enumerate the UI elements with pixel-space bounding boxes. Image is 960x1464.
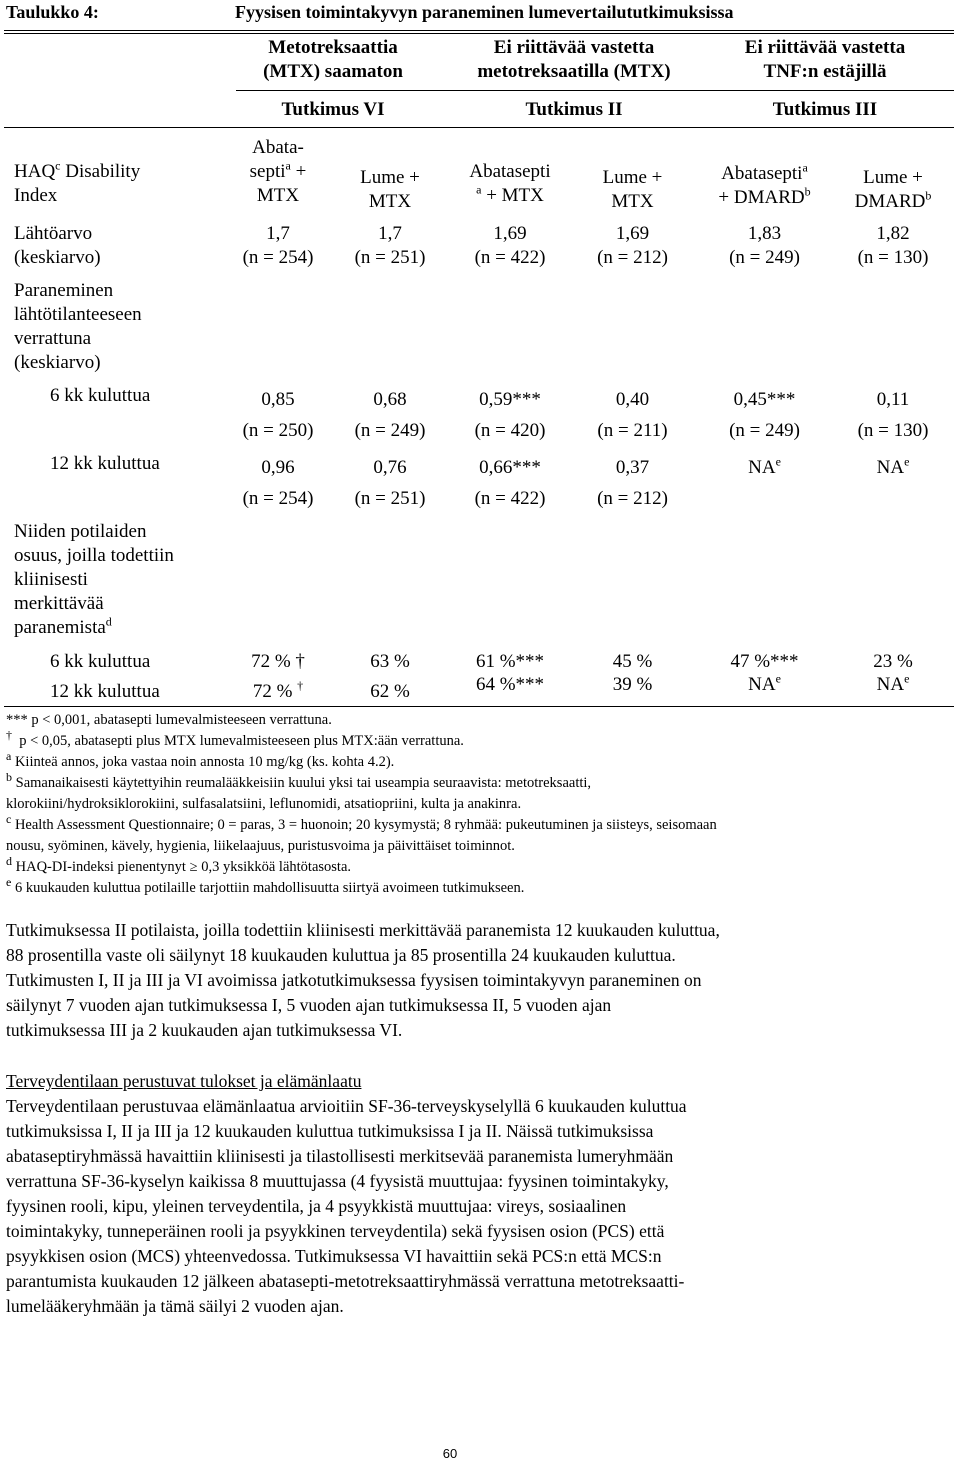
table-cell: 23 % xyxy=(873,651,913,672)
table-cell: 62 % xyxy=(370,681,410,702)
group-header-1: Metotreksaattia (MTX) saamaton xyxy=(263,37,403,82)
table-cell: 1,7 (n = 251) xyxy=(354,223,426,268)
baseline-label: Lähtöarvo (keskiarvo) xyxy=(14,223,101,268)
table-cell: 47 %*** xyxy=(730,651,799,672)
study-label-ii: Tutkimus II xyxy=(525,99,623,120)
table-cell: 72 % † xyxy=(252,678,304,702)
table-cell: $NA^e$ xyxy=(876,671,910,695)
divider xyxy=(4,30,954,31)
table-cell: 0,11 (n = 130) xyxy=(857,389,929,441)
col-placebo-dmard-iii: Lume + $DMARD^b$ xyxy=(854,167,932,212)
table-cell: 0,59*** (n = 420) xyxy=(474,389,546,441)
table-cell: 0,85 (n = 250) xyxy=(242,389,314,441)
clin-row-label-6m: 6 kk kuluttua xyxy=(50,651,151,672)
col-placebo-mtx-ii: Lume + MTX xyxy=(602,167,663,212)
table-cell: 0,66*** (n = 422) xyxy=(474,457,546,509)
table-title: Fyysisen toimintakyvyn paraneminen lumevertailututkimuksissa xyxy=(235,2,734,22)
table-cell: 64 %*** xyxy=(475,674,545,695)
col-abatacept-mtx-ii: Abatasepti $^a$ + MTX xyxy=(469,161,551,206)
col-abatacept-dmard-iii: Abatasepti$^a$ + $DMARD^b$ xyxy=(718,160,811,208)
table-cell: 39 % xyxy=(612,674,653,695)
divider xyxy=(4,33,954,34)
study-label-iii: Tutkimus III xyxy=(772,99,878,120)
page-number: 60 xyxy=(442,1446,458,1461)
table-cell: 0,76 (n = 251) xyxy=(354,457,426,509)
table-cell: 1,69 (n = 212) xyxy=(597,223,668,268)
col-abatacept-mtx-vi: Abata- septi$^a$ + MTX xyxy=(249,137,307,206)
table-cell: 63 % xyxy=(370,651,410,672)
table-cell: 0,40 (n = 211) xyxy=(597,389,668,441)
clinical-improvement-label: Niiden potilaiden osuus, joilla todettiin kliinisesti merkittävää paranemista$^d$ xyxy=(14,521,174,638)
table-cell: 0,96 (n = 254) xyxy=(242,457,314,509)
divider xyxy=(236,90,954,91)
table-cell: 1,83 (n = 249) xyxy=(729,223,800,268)
footnotes: *** p < 0,001, abatasepti lumevalmisteeseen verrattuna. † p < 0,05, abatasepti plus MTX lumevalmisteeseen plus MTX:ään verrattuna. $^a$ Kiinteä annos, joka vastaa noin annosta 10 mg/kg (ks. kohta 4.2). $^b$ Samanaikaisesti käytettyihin reumalääkkeisiin kuului yksi tai useampia seuraavista: metotreksaatti, klorokiini/hydroksiklorokiini, sulfasalatsiini, leflunomidi, atsatiopriini, kulta ja anakinra. $^c$ Health Assessment Questionnaire; 0 = paras, 3 = huonoin; 20 kysymystä; 8 ryhmää: pukeutuminen ja siisteys, seisomaan nousu, syöminen, kävely, hygienia, liikelaajuus, puristusvoima ja päivittäiset toiminnot. $^d$ HAQ-DI-indeksi pienentynyt ≥ 0,3 yksikköä lähtötasosta. $^e$ 6 kuukauden kuluttua potilaille tarjottiin mahdollisuutta siirtyä avoimeen tutkimukseen. xyxy=(6,712,717,896)
clin-row-label-12m: 12 kk kuluttua xyxy=(50,681,160,702)
divider xyxy=(4,706,954,707)
table-cell: $NA^e$ xyxy=(748,671,781,695)
table-cell: 72 % † xyxy=(251,651,305,672)
improvement-label: Paraneminen lähtötilanteeseen verrattuna (keskiarvo) xyxy=(14,280,142,373)
table-cell: 0,45*** (n = 249) xyxy=(729,389,800,441)
table-cell: 1,69 (n = 422) xyxy=(474,223,546,268)
table-label: Taulukko 4: xyxy=(6,2,99,22)
haq-header: HAQ$^c$ Disability Index xyxy=(14,158,141,206)
col-placebo-mtx-vi: Lume + MTX xyxy=(360,167,420,212)
row-label-12m: 12 kk kuluttua xyxy=(50,453,160,474)
table-cell: $NA^e$ xyxy=(876,454,910,478)
row-label-6m: 6 kk kuluttua xyxy=(50,385,151,406)
divider xyxy=(4,127,954,128)
body-paragraph-1: Tutkimuksessa II potilaista, joilla todettiin kliinisesti merkittävää paranemista 12 kuukauden kuluttua, 88 prosentilla vaste oli säilynyt 18 kuukauden kuluttua ja 85 prosentilla 24 kuukauden kuluttua. Tutkimusten I, II ja III ja VI avoimissa jatkotutkimuksessa fyysisen toimintakyvyn paraneminen on säilynyt 7 vuoden ajan tutkimuksessa I, 5 vuoden ajan tutkimuksessa II, 5 vuoden ajan tutkimuksessa III ja 2 kuukauden ajan tutkimuksessa VI. xyxy=(6,920,720,1040)
group-header-3: Ei riittävää vastetta TNF:n estäjillä xyxy=(744,37,906,82)
section-heading: Terveydentilaan perustuvat tulokset ja elämänlaatu xyxy=(6,1071,362,1091)
table-cell: $NA^e$ xyxy=(748,454,781,478)
table-cell: 0,68 (n = 249) xyxy=(354,389,426,441)
table-cell: 1,82 (n = 130) xyxy=(857,223,929,268)
group-header-2: Ei riittävää vastetta metotreksaatilla (MTX) xyxy=(477,37,671,82)
table-cell: 0,37 (n = 212) xyxy=(597,457,668,509)
table-cell: 45 % xyxy=(612,651,653,672)
table-cell: 61 %*** xyxy=(475,651,545,672)
body-paragraph-2: Terveydentilaan perustuvaa elämänlaatua arvioitiin SF-36-terveyskyselyllä 6 kuukauden kuluttua tutkimuksissa I, II ja III ja 12 kuukauden kuluttua tutkimuksissa I ja II. Näissä tutkimuksissa abataseptiryhmässä havaittiin kliinisesti ja tilastollisesti merkitsevää paranemista lumeryhmään verrattuna SF-36-kyselyn kaikissa 8 muuttujassa (4 fyysistä muuttujaa: fyysinen toimintakyky, fyysinen rooli, kipu, yleinen terveydentila, ja 4 psyykkistä muuttujaa: vireys, sosiaalinen toimintakyky, tunneperäinen rooli ja psyykkinen terveydentila) sekä fyysisen osion (PCS) että psyykkisen osion (MCS) yhteenvedossa. Tutkimuksessa VI havaittiin sekä PCS:n että MCS:n parantumista kuukauden 12 jälkeen abatasepti-metotreksaattiryhmässä verrattuna metotreksaatti- lumelääkeryhmään ja tämä säilyi 2 vuoden ajan. xyxy=(6,1096,687,1316)
study-label-vi: Tutkimus VI xyxy=(281,99,385,120)
table-cell: 1,7 (n = 254) xyxy=(242,223,314,268)
